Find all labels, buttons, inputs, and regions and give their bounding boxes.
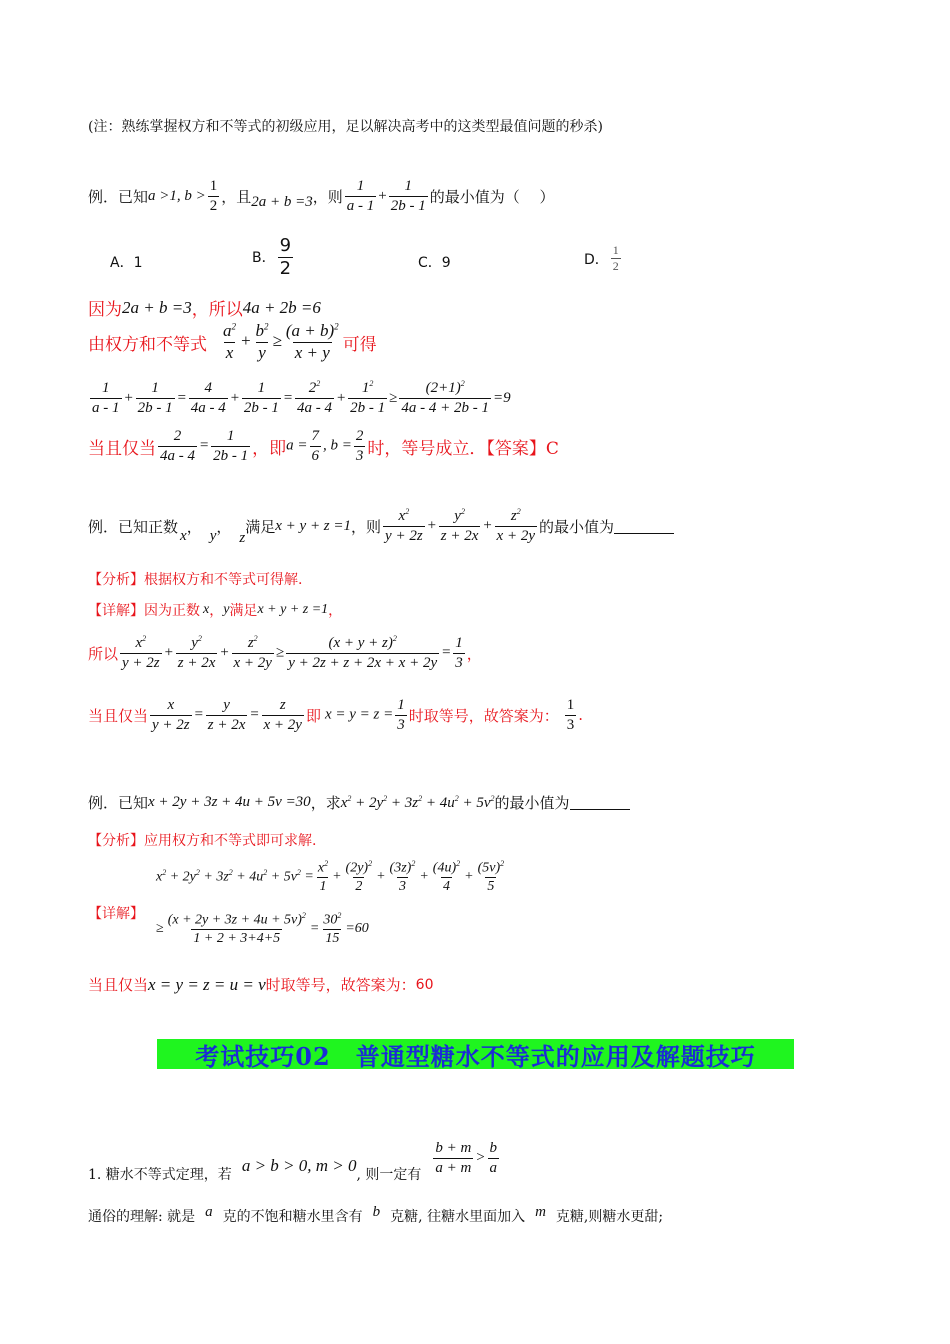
var-b: b — [372, 1203, 381, 1220]
example1-cond2: 2a + b =3 — [251, 193, 313, 210]
var-x: x — [180, 527, 187, 544]
example1-statement — [88, 178, 555, 214]
example3-lead: 例．已知 — [88, 794, 149, 812]
eq-text: 当且仅当 — [88, 976, 149, 994]
example3-expression: $x^2 + 2y^2 + 3z^2 + 4u^2 + 5v^2$ — [340, 793, 495, 811]
eq-text: 即 — [305, 706, 321, 725]
example2-then: ，则 — [351, 517, 382, 536]
example1-then: ，则 — [312, 187, 343, 206]
answer-fraction: $\frac{1}{3}$ — [566, 697, 575, 733]
example1-frac1: $\frac{1}{a - 1}$ — [346, 178, 375, 214]
popular-text: 克糖, 往糖水里面加入 — [390, 1209, 526, 1225]
var-y: y — [209, 527, 217, 544]
solution-text: 当且仅当 — [88, 438, 156, 459]
example2-analysis: 【分析】根据权方和不等式可得解. — [88, 572, 303, 588]
answer-blank — [570, 795, 630, 810]
so-text: 所以 — [88, 644, 119, 663]
equality-fractions: $\frac{2}{4a - 4}$ = $\frac{1}{2b - 1}$ — [160, 428, 249, 464]
detail-cond: x + y + z =1 — [257, 602, 329, 617]
example3-line1: $x^2 + 2y^2 + 3z^2 + 4u^2 + 5v^2$ = $\frac{x^2}{1}$ + $\frac{(2y)^2}{2}$ + $\frac{(3z)^2}{3}$ + $\frac{(4u)^2}{4}$ + $\frac{(5v)^2}{5}$ — [156, 859, 505, 895]
var-z: z — [239, 529, 246, 546]
option-c: C．9 — [418, 255, 451, 271]
example3-tail: 的最小值为 — [494, 794, 570, 812]
example1-cond1: a >1, b > — [148, 187, 206, 204]
solution1-line1 — [88, 295, 321, 320]
example2-detail: 【详解】因为正数 x ， y 满足 x + y + z =1 ， — [88, 602, 343, 619]
example3-cond: x + 2y + 3z + 4u + 5v =30 — [148, 794, 311, 810]
solution-text: 由权方和不等式 — [88, 334, 207, 355]
answer-text: 时，等号成立．【答案】C — [367, 438, 559, 459]
var-a: a — [205, 1203, 213, 1220]
solution-text: ，所以 — [191, 300, 243, 320]
theorem-inequality: $\frac{b + m}{a + m}$ > $\frac{b}{a}$ — [435, 1140, 498, 1176]
answer-value: 60 — [415, 976, 434, 993]
popular-text: 克糖,则糖水更甜; — [555, 1209, 664, 1225]
eq-text: 时取等号，故答案为： — [408, 706, 559, 725]
example2-sat: 满足 — [245, 517, 276, 536]
detail-text: 满足 — [229, 603, 258, 619]
example3-statement — [88, 792, 630, 813]
theorem-mid: , 则一定有 — [356, 1167, 422, 1183]
eq-cond: x = y = z = u = v — [148, 974, 266, 994]
option-d-fraction: $\frac{1}{2}$ — [612, 243, 619, 274]
example2-statement: 例．已知正数 x ， y ， z 满足 x + y + z =1 ，则 $\frac{x^2}{y + 2z}$ + $\frac{y^2}{z + 2x}$ + $\frac{z^2}{x + 2y}$ 的最小值为 — [88, 508, 674, 544]
example2-tail: 的最小值为 — [538, 517, 614, 536]
theorem-lead: 1. 糖水不等式定理，若 — [88, 1167, 232, 1183]
var-y: y — [223, 602, 230, 617]
example2-inequality: $\frac{x^2}{y + 2z}$ + $\frac{y^2}{z + 2x}$ + $\frac{z^2}{x + 2y}$ ≥ $\frac{(x + y + z)^2}{y + 2z + z + 2x + x + 2y}$ = $\frac{1}{3}$ — [122, 634, 463, 671]
option-d-label: D． — [584, 251, 609, 268]
example1-lead: 例．已知 — [88, 187, 149, 206]
solution-text: ，即 — [252, 438, 287, 459]
equality-values: x = y = z = $\frac{1}{3}$ — [324, 697, 405, 733]
period: . — [578, 706, 584, 724]
theorem-statement — [88, 1140, 501, 1183]
solution-text: 可得 — [342, 334, 377, 355]
equality-fractions: $\frac{x}{y + 2z}$ = $\frac{y}{z + 2x}$ = $\frac{z}{x + 2y}$ — [152, 697, 302, 733]
solution1-chain: $\frac{1}{a - 1}$ + $\frac{1}{2b - 1}$ = $\frac{4}{4a - 4}$ + $\frac{1}{2b - 1}$ = $\frac{2^2}{4a - 4}$ + $\frac{1^2}{2b - 1}$ ≥ $\frac{(2+1)^2}{4a - 4 + 2b - 1}$ =9 — [92, 379, 511, 416]
theorem-popular — [88, 1203, 664, 1226]
solution-math: 2a + b =3 — [122, 297, 192, 317]
example3-equality — [88, 974, 434, 995]
solution1-line2 — [88, 322, 377, 362]
option-d — [584, 244, 623, 273]
section-title: 考试技巧02 普通型糖水不等式的应用及解题技巧 — [157, 1039, 794, 1069]
example3-ask: ，求 — [310, 794, 341, 812]
equality-values: a = $\frac{7}{6}$ , b = $\frac{2}{3}$ — [286, 428, 364, 464]
detail-text: ， — [328, 603, 343, 619]
solution1-equality — [88, 428, 559, 464]
solution-math: 4a + 2b =6 — [242, 297, 321, 317]
example2-expression: $\frac{x^2}{y + 2z}$ + $\frac{y^2}{z + 2x}$ + $\frac{z^2}{x + 2y}$ — [385, 507, 535, 544]
note-text: (注：熟练掌握权方和不等式的初级应用，足以解决高考中的这类型最值问题的秒杀) — [88, 119, 603, 135]
eq-text: 时取等号，故答案为： — [265, 976, 416, 994]
example1-mid: ，且 — [221, 187, 252, 206]
example3-line2: ≥ $\frac{(x + 2y + 3z + 4u + 5v)^2}{1 + 2 + 3+4+5}$ = $\frac{30^2}{15}$ =60 — [156, 911, 369, 947]
example1-frac2: $\frac{1}{2b - 1}$ — [390, 178, 426, 214]
example3-analysis: 【分析】应用权方和不等式即可求解. — [88, 833, 317, 849]
example2-lead: 例．已知正数 — [88, 517, 179, 536]
var-m: m — [535, 1203, 546, 1220]
eq-text: 当且仅当 — [88, 706, 149, 725]
theorem-cond: a > b > 0, m > 0 — [241, 1156, 357, 1175]
popular-text: 克的不饱和糖水里含有 — [222, 1209, 363, 1225]
power-sum-inequality: $\frac{a^2}{x}$ + $\frac{b^2}{y}$ ≥ $\frac{(a + b)^2}{x + y}$ — [223, 321, 339, 362]
example1-tail: 的最小值为（ ） — [429, 187, 555, 206]
example2-equality — [88, 697, 583, 733]
option-a: A．1 — [110, 255, 143, 271]
answer-blank — [614, 519, 674, 534]
var-x: x — [203, 602, 210, 617]
popular-text: 通俗的理解: 就是 — [88, 1209, 196, 1225]
option-b-fraction: $\frac{9}{2}$ — [279, 235, 292, 279]
example3-detail-label: 【详解】 — [88, 906, 144, 922]
example2-so: 所以 $\frac{x^2}{y + 2z}$ + $\frac{y^2}{z + 2x}$ + $\frac{z^2}{x + 2y}$ ≥ $\frac{(x + y + z)^2}{y + 2z + z + 2x + x + 2y}$ = $\frac{1}{3}$ ， — [88, 634, 482, 671]
plus-sign: + — [378, 187, 387, 204]
option-b — [252, 236, 295, 279]
option-b-label: B． — [252, 250, 276, 267]
example1-half-fraction: $\frac{1}{2}$ — [209, 178, 218, 214]
solution-text: 因为 — [88, 300, 122, 320]
example2-cond: x + y + z =1 — [275, 517, 352, 534]
detail-text: 【详解】因为正数 — [88, 603, 200, 619]
